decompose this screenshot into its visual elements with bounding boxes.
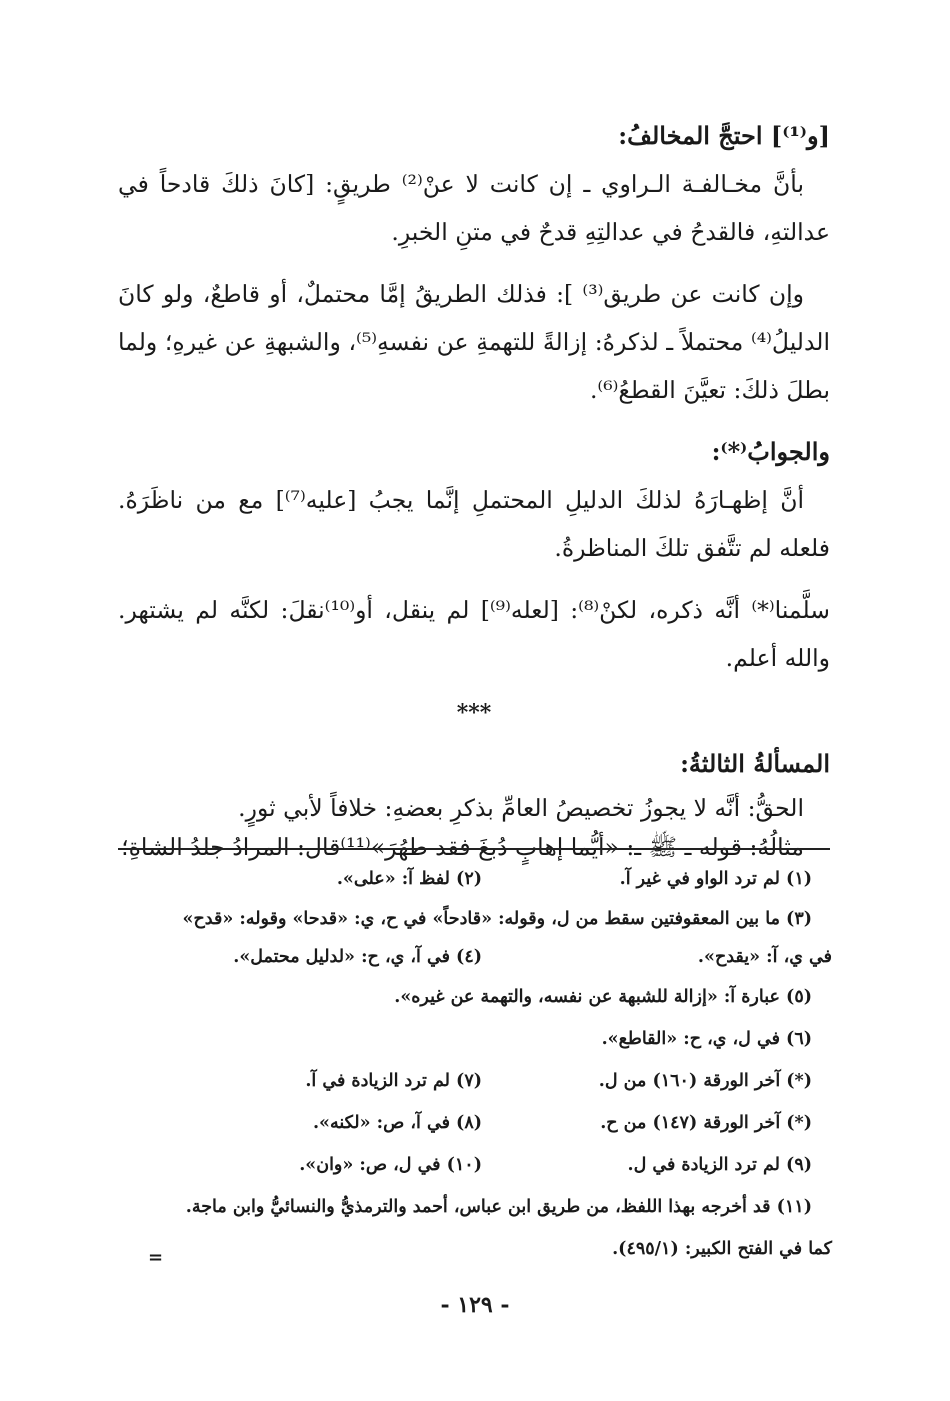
footnote-3-line-2: في ي، آ: «يقدح». — [697, 947, 832, 967]
paragraph-answer: أنَّ إظهـارَهُ لذلكَ الدليلِ المحتملِ إنَّما يجبُ [عليه⁽⁷⁾] مع من ناظَرَهُ. فلعله لم تتَّفق تلكَ المناظرةُ. — [118, 486, 830, 562]
paragraph-narrator-dissent: بأنَّ مخـالفـة الـراوي ـ إن كانت لا عنْ⁽²⁾ طريقٍ: [كانَ ذلكَ قادحاً في عدالتهِ، فالقدحُ في عدالتِهِ قدحٌ في متنِ الخبرِ. — [118, 170, 830, 246]
continuation-mark: = — [148, 1247, 164, 1268]
paragraph-concession: سلَّمنا⁽*⁾ أنَّه ذكره، لكنْ⁽⁸⁾: [لعله⁽⁹⁾] لم ينقل، أو⁽¹⁰⁾نقلَ: لكنَّه لم يشتهر. والله أعلم. — [118, 596, 830, 672]
footnote-divider — [118, 848, 830, 850]
paragraph-example: مثالُهُ: قوله ـ ﷺ ـ: «أيُّما إهابٍ دُبغَ فقد طهُرَ»⁽¹¹⁾قال: المرادُ جلدُ الشاةِ؛ — [121, 833, 804, 861]
paragraph-path-of-evidence: وإن كانت عن طريق⁽³⁾ ]: فذلك الطريقُ إمَّا محتملٌ، أو قاطعٌ، ولو كانَ الدليلُ⁽⁴⁾ محتملاً ـ لذكرهُ: إزالةً للتهمةِ عن نفسهِ⁽⁵⁾، والشبهةِ عن غيرهِ؛ ولما بطلَ ذلكَ: تعيَّنَ القطعُ⁽⁶⁾. — [118, 280, 830, 404]
footnote-9: (٩) لم ترد الزيادة في ل. — [627, 1155, 812, 1175]
footnote-1: (١) لم ترد الواو في غير آ. — [619, 869, 812, 889]
page-number: - ١٢٩ - — [440, 1292, 510, 1318]
footnote-7: (٧) لم ترد الزيادة في آ. — [305, 1071, 482, 1091]
section-separator: *** — [456, 700, 492, 726]
footnote-star-1: (*) آخر الورقة (١٦٠) من ل. — [598, 1071, 812, 1091]
footnotes — [118, 858, 832, 1270]
section-heading-answer: والجوابُ⁽*⁾: — [711, 437, 830, 466]
footnote-4: (٤) في آ، ي، ح: «لدليل محتمل». — [233, 947, 482, 967]
main-text — [118, 112, 830, 866]
section-heading-opponent-argument: [و⁽¹⁾] احتجَّ المخالفُ: — [618, 121, 830, 150]
section-heading-third-issue: المسألةُ الثالثةُ: — [680, 749, 830, 778]
footnote-3-line-1: (٣) ما بين المعقوفتين سقط من ل، وقوله: «قادحاً» في ح، ي: «قدحا» وقوله: «قدح» — [182, 909, 812, 929]
footnote-8: (٨) في آ، ص: «لكنه». — [312, 1113, 482, 1133]
footnote-11-line-1: (١١) قد أخرجه بهذا اللفظ، من طريق ابن عباس، أحمد والترمذيُّ والنسائيُّ وابن ماجة. — [185, 1197, 812, 1217]
footnote-2: (٢) لفظ آ: «على». — [336, 869, 482, 889]
footnote-10: (١٠) في ل، ص: «وان». — [299, 1155, 482, 1175]
footnote-star-2: (*) آخر الورقة (١٤٧) من ح. — [600, 1113, 812, 1133]
footnote-5: (٥) عبارة آ: «إزالة للشبهة عن نفسه، والتهمة عن غيره». — [394, 987, 812, 1007]
footnote-11-line-2: كما في الفتح الكبير: (٤٩٥/١). — [612, 1239, 832, 1259]
paragraph-ruling: الحقُّ: أنَّه لا يجوزُ تخصيصُ العامِّ بذكرِ بعضهِ: خلافاً لأبي ثورٍ. — [238, 794, 804, 822]
footnote-6: (٦) في ل، ي، ح: «القاطع». — [601, 1029, 812, 1049]
